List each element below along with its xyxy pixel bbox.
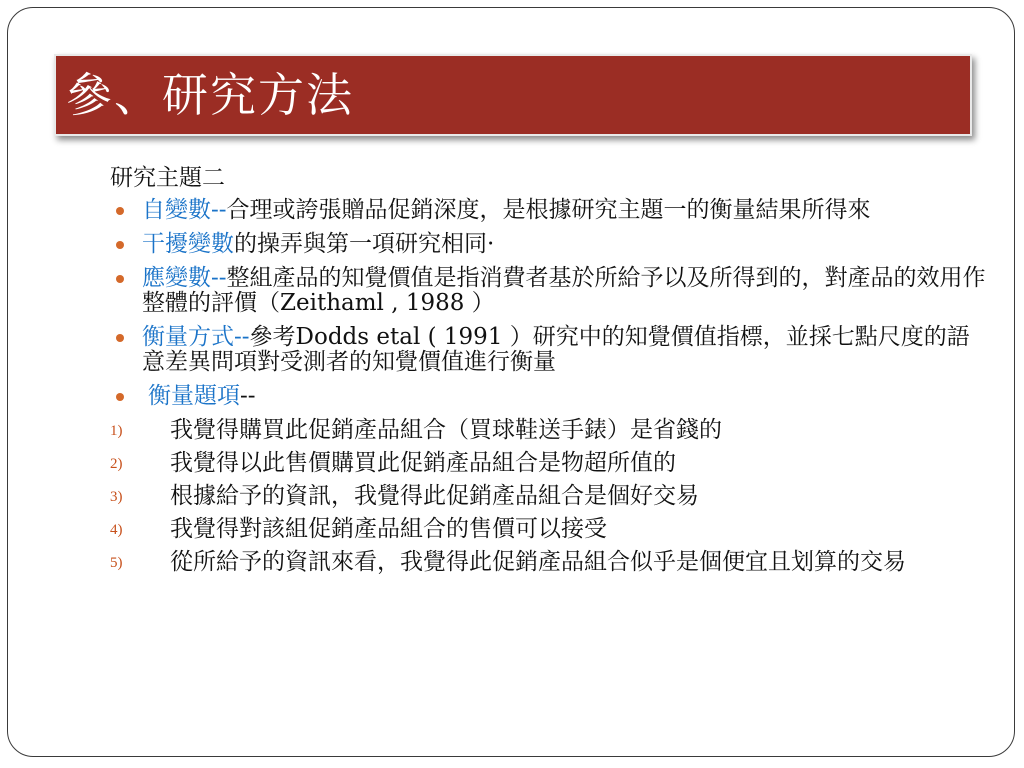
bullet-item-independent-variable — [110, 198, 990, 223]
question-number: 5) — [110, 555, 123, 571]
term-label: 自變數 — [142, 197, 211, 223]
question-text: 我覺得以此售價購買此促銷產品組合是物超所值的 — [170, 450, 676, 476]
question-text: 我覺得對該組促銷產品組合的售價可以接受 — [170, 516, 607, 542]
bullet-text: 合理或誇張贈品促銷深度，是根據研究主題一的衡量結果所得來 — [226, 197, 871, 223]
bullet-item-moderating-variable — [110, 232, 990, 257]
title-bar — [54, 54, 972, 136]
question-item — [110, 451, 990, 476]
bullet-item-dependent-variable — [110, 266, 990, 316]
term-label: 衡量方式 — [142, 324, 234, 350]
question-text: 根據給予的資訊，我覺得此促銷產品組合是個好交易 — [170, 483, 699, 509]
term-label: 應變數 — [142, 265, 211, 291]
question-number: 1) — [110, 423, 123, 439]
term-separator: -- — [234, 324, 250, 350]
bullet-dot-icon — [116, 207, 124, 215]
bullet-text: 的操弄與第一項研究相同· — [234, 231, 495, 257]
question-item — [110, 484, 990, 509]
question-item — [110, 550, 970, 575]
slide-content — [110, 166, 990, 583]
bullet-text: 整組產品的知覺價值是指消費者基於所給予以及所得到的，對產品的效用作整體的評價（Zeithaml , 1988 ） — [142, 265, 986, 316]
question-item — [110, 517, 990, 542]
bullet-item-measurement-method — [110, 325, 990, 375]
bullet-item-measurement-items — [110, 384, 990, 409]
question-text: 我覺得購買此促銷產品組合（買球鞋送手錶）是省錢的 — [170, 417, 722, 443]
bullet-dot-icon — [116, 393, 124, 401]
term-separator: -- — [240, 383, 256, 409]
question-item — [110, 418, 990, 443]
term-label: 干擾變數 — [142, 231, 234, 257]
question-number: 2) — [110, 456, 123, 472]
term-label: 衡量題項 — [148, 383, 240, 409]
question-text: 從所給予的資訊來看，我覺得此促銷產品組合似乎是個便宜且划算的交易 — [170, 549, 906, 575]
bullet-text: 參考Dodds etal ( 1991 ）研究中的知覺價值指標，並採七點尺度的語意差異問項對受測者的知覺價值進行衡量 — [142, 324, 970, 375]
term-separator: -- — [211, 197, 227, 223]
slide-title: 參、研究方法 — [66, 68, 354, 122]
section-subtitle: 研究主題二 — [110, 165, 225, 191]
bullet-dot-icon — [116, 275, 124, 283]
bullet-dot-icon — [116, 334, 124, 342]
question-number: 3) — [110, 489, 123, 505]
term-separator: -- — [211, 265, 227, 291]
question-number: 4) — [110, 522, 123, 538]
bullet-dot-icon — [116, 241, 124, 249]
